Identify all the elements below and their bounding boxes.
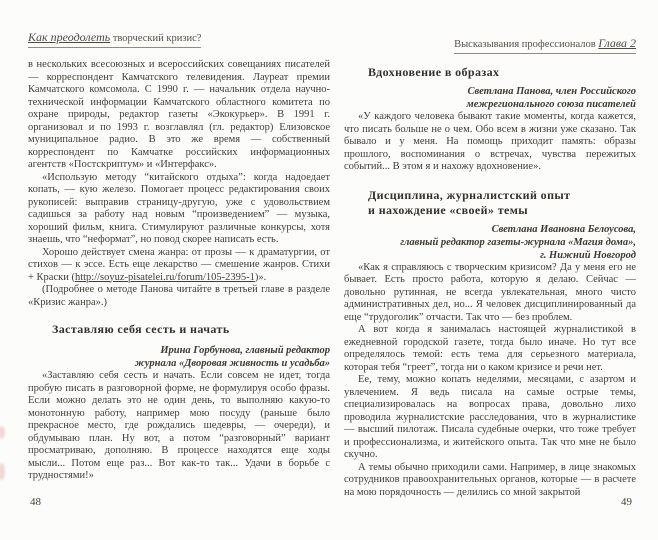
byline-line: Светлана Панова, член Российского: [467, 86, 636, 97]
right-page: [344, 36, 636, 499]
page-number-left: 48: [30, 496, 41, 508]
page-number-right: 49: [621, 496, 632, 508]
body-paragraph: «Как я справляюсь с творческим кризисом? Да у меня его не бывает. Есть просто работа, которую я делаю. Сейчас — довольно рутинная, не всегда увлекательная, много чисто административных дел, но... Я человек дисциплинированный да еще “трудоголик” отчасти. Так что — без проблем.: [344, 261, 636, 323]
byline-line: межрегионального союза писателей: [466, 99, 636, 110]
section-heading: и нахождение «своей» темы: [368, 202, 529, 217]
body-paragraph: «Использую методу “китайского отдыха”: когда надоедает копать, — кую железо. Помогает процесс редактирования своих рукописей: выправив страницу-другую, уже с удовольствием садишься за работу над новым “произведением” — музыка, хороший фильм, книга. Стимулируют различные конкурсы, хотя знаешь, что “неформат”, но повод скорее написать есть.: [28, 171, 330, 245]
scan-smudge: [0, 463, 5, 480]
running-head-right-text: Высказывания профессионалов: [454, 39, 596, 50]
left-page: [28, 30, 330, 483]
scan-smudge: [0, 426, 5, 439]
quote-paragraph: «У каждого человека бывают такие моменты, когда кажется, что писать больше не о чем. Обо всем в жизни уже сказано. Так бывало и у меня. На помощь приходит память: образы прошлого, воспоминания о встречах, чувства пережитых событий... В этом я и нахожу вдохновение».: [344, 111, 636, 172]
running-head-left: [28, 30, 330, 48]
running-head-right: [344, 36, 636, 54]
section-heading: Вдохновение в образах: [368, 65, 500, 79]
byline-line: Светлана Ивановна Белоусова,: [491, 223, 636, 235]
body-paragraph: А вот когда я занималась настоящей журналистикой в ежедневной городской газете, тогда было иначе. Но тут все определялось темой: есть тема для серьезного материала, которая тебя “греет”, тогда ни о каком кризисе и речи нет.: [344, 324, 636, 373]
section-heading: Заставляю себя сесть и начать: [52, 322, 230, 336]
paragraph-text: Хорошо действует смена жанра: от прозы — к драматургии, от стихов — к эссе. Есть еще лекарство — смешение жанров. Стихи + Краски (: [28, 246, 330, 283]
byline-line: г. Нижний Новгород: [540, 249, 636, 261]
byline-line: Ирина Горбунова, главный редактор: [160, 345, 330, 356]
running-head-left-inner: [28, 30, 201, 48]
byline-line: главный редактор газеты-журнала «Магия дома»,: [400, 236, 636, 248]
body-paragraph: в нескольких всесоюзных и всероссийских совещаниях писателей — корреспондент Камчатского телевидения. Лауреат премии Камчатского комсомола. С 1990 г. — начальник отдела научно-технической информации Камчатского областного комитета по охране природы, редактор газеты «Экокурьер». В 1991 г. организовал и по 1993 г. возглавлял (гл. редактор) Елизовское муниципальное радио. В это же время — собственный корреспондент по Камчатке российских информационных агентств «Постскриптум» и «Интерфакс».: [28, 59, 330, 170]
body-paragraph: Ее, тему, можно копать неделями, месяцами, с азартом и увлечением. Я ведь писала на самые острые темы, специализировалась на вопросах права, довольно лихо проводила журналистские расследования, что в журналистике — высший пилотаж. Писала судебные очерки, что тоже требует и профессионализма, и житейского опыта. Так что мне не было скучно.: [344, 374, 636, 460]
running-head-left-text: творческий кризис?: [112, 33, 202, 44]
printed-url: http://soyuz-pisatelei.ru/forum/105-2395-1: [74, 271, 255, 283]
paragraph-text: )».: [254, 271, 267, 283]
body-paragraph: (Подробнее о методе Панова читайте в третьей главе в разделе «Кризис жанра».): [28, 284, 330, 308]
quote-paragraph: «Заставляю себя сесть и начать. Если совсем не идет, тогда пробую писать в разговорной форме, не формулируя особо фразы. Если можно делать это не один день, то выполняю какую-то монотонную работу, например мою посуду (раньше было прекрасное место, где рождались шедевры, — очереди), и обдумываю план. Ну вот, а потом “разговорный” вариант просматриваю, дополняю. В процессе находятся еще ходы мысли... Потом еще раз... Вот как-то так... Удачи в борьбе с трудностями!»: [28, 370, 330, 481]
body-paragraph-with-url: [28, 247, 330, 285]
section-heading: Дисциплина, журналистский опыт: [368, 187, 571, 202]
byline-line: журнала «Дворовая живность и усадьба»: [134, 358, 330, 369]
running-head-left-script: Как преодолеть: [28, 30, 111, 44]
running-head-right-inner: [454, 36, 636, 54]
running-head-right-script: Глава 2: [598, 36, 636, 50]
body-paragraph: А темы обычно приходили сами. Например, в лице знакомых сотрудников правоохранительных органов, которые — в расчете на мою порядочность — делились со мной закрытой: [344, 461, 636, 498]
